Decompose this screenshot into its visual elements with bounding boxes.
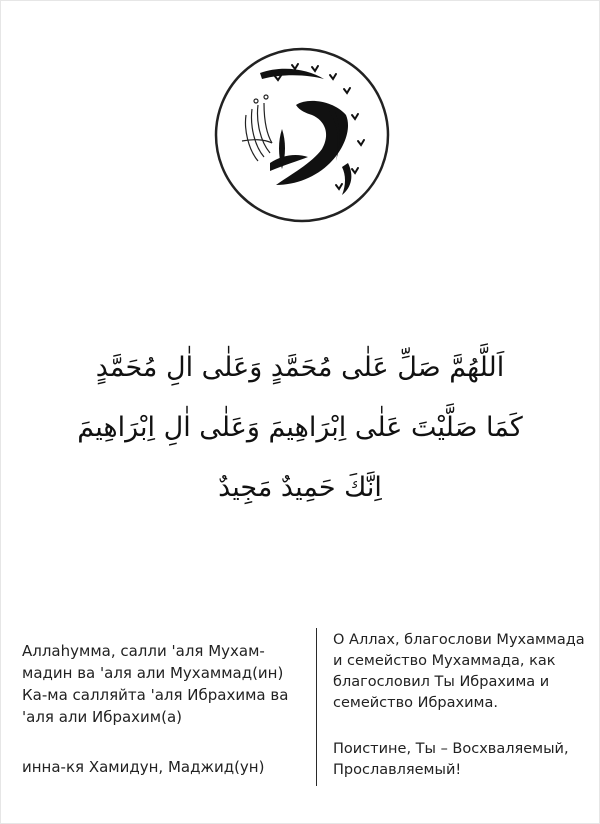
arabic-line-2: كَمَا صَلَّيْتَ عَلٰى اِبْرَاهِيمَ وَعَلٰى اٰلِ اِبْرَاهِيمَ [77, 412, 523, 443]
transliteration-line: Аллаhумма, салли 'аля Мухам- [22, 642, 265, 660]
transliteration-line: мадин ва 'аля али Мухаммад(ин) [22, 664, 284, 682]
translation-line: Прославляемый! [333, 762, 462, 778]
calligraphy-seal [212, 45, 392, 225]
column-divider [316, 628, 317, 786]
transliteration-line: 'аля али Ибрахим(а) [22, 708, 183, 726]
translation-line: благословил Ты Ибрахима и [333, 674, 550, 690]
transliteration-line: Ка-ма салляйта 'аля Ибрахима ва [22, 686, 289, 704]
translation-line: О Аллах, благослови Мухаммада [333, 632, 585, 648]
arabic-line-1: اَللَّهُمَّ صَلِّ عَلٰى مُحَمَّدٍ وَعَلٰى اٰلِ مُحَمَّدٍ [95, 352, 505, 383]
translation-line: Поистине, Ты – Восхваляемый, [333, 741, 569, 757]
translation-line: и семейство Мухаммада, как [333, 653, 556, 669]
arabic-line-3: اِنَّكَ حَمِيدٌ مَجِيدٌ [218, 472, 382, 503]
transliteration-column [22, 640, 300, 778]
translation-column [333, 630, 595, 781]
transliteration-line: инна-кя Хамидун, Маджид(ун) [22, 758, 265, 776]
translation-line: семейство Ибрахима. [333, 695, 498, 711]
